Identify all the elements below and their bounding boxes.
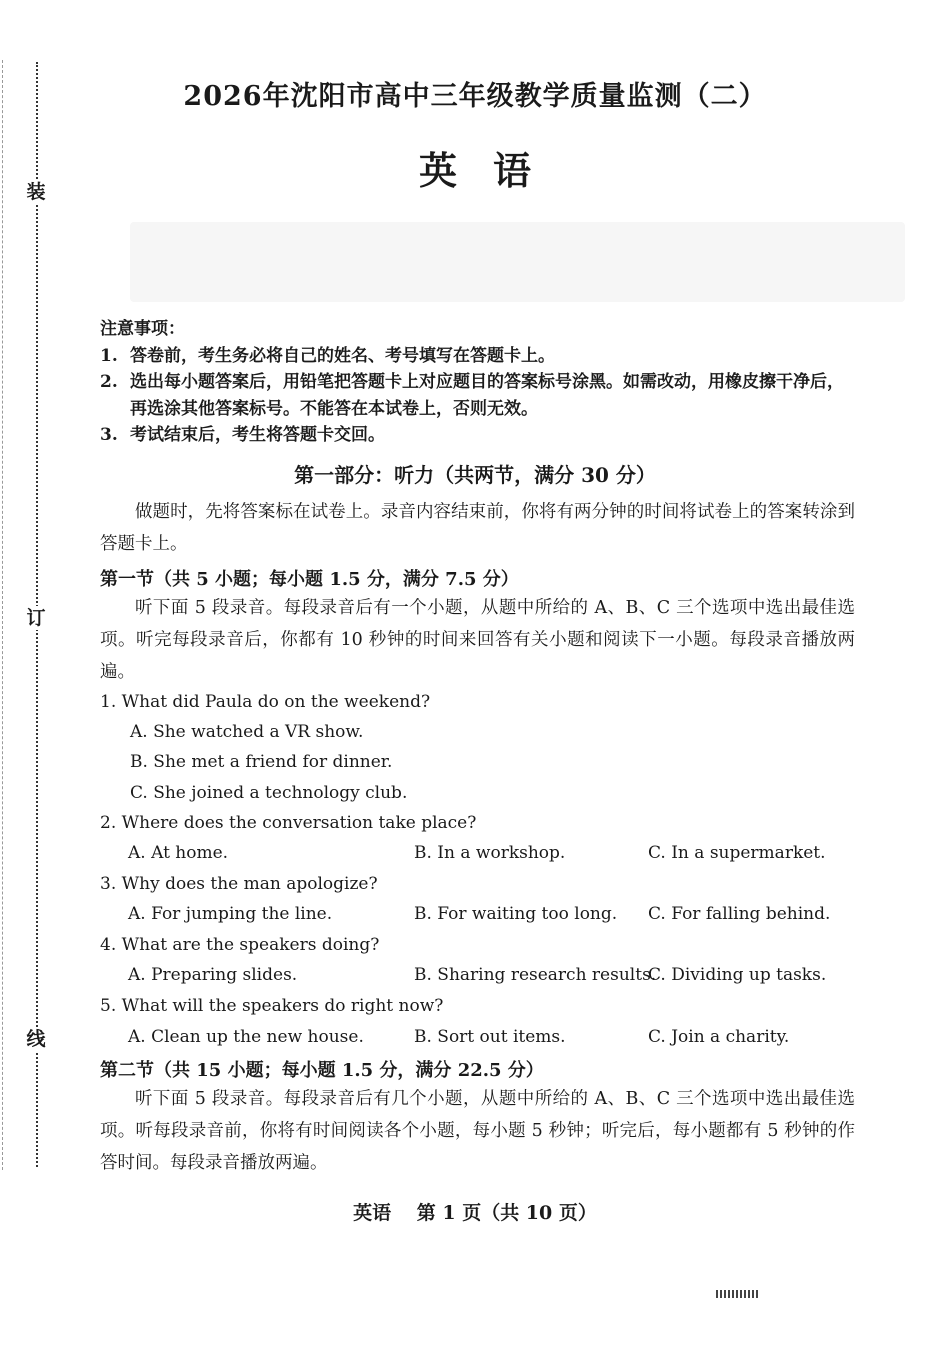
notice-item-text: 考试结束后，考生将答题卡交回。 bbox=[130, 425, 385, 445]
section-one-title: 第一节（共 5 小题；每小题 1.5 分，满分 7.5 分） bbox=[100, 569, 519, 590]
question-number: 4. bbox=[100, 935, 117, 955]
section-one-instructions: 听下面 5 段录音。每段录音后有一个小题，从题中所给的 A、B、C 三个选项中选出最佳选项。听完每段录音后，你都有 10 秒钟的时间来回答有关小题和阅读下一小题。每段录音播放两遍。 bbox=[100, 598, 855, 682]
candidate-info-area bbox=[130, 222, 905, 302]
notice-item bbox=[100, 369, 860, 422]
question-text: What will the speakers do right now? bbox=[121, 996, 444, 1016]
option-b: B. In a workshop. bbox=[414, 843, 566, 863]
option-c: C. For falling behind. bbox=[648, 904, 831, 924]
question-2 bbox=[100, 813, 476, 833]
notice-item bbox=[100, 343, 860, 370]
subject-title: 英语 bbox=[418, 148, 567, 193]
notice-item-text: 答卷前，考生务必将自己的姓名、考号填写在答题卡上。 bbox=[130, 345, 555, 366]
option-b: B. Sort out items. bbox=[414, 1027, 566, 1047]
part-one-intro: 做题时，先将答案标在试卷上。录音内容结束前，你将有两分钟的时间将试卷上的答案转涂到答题卡上。 bbox=[100, 502, 855, 554]
option-c: C. In a supermarket. bbox=[648, 843, 826, 863]
option-b: B. Sharing research results. bbox=[414, 965, 657, 985]
notice-item-number: 1. bbox=[100, 345, 118, 366]
notice-block bbox=[100, 316, 860, 449]
notice-item-number: 2. bbox=[100, 372, 118, 392]
question-number: 2. bbox=[100, 813, 117, 833]
option-b: B. She met a friend for dinner. bbox=[130, 752, 393, 772]
question-number: 5. bbox=[100, 996, 117, 1016]
question-text: What did Paula do on the weekend? bbox=[121, 692, 431, 712]
question-text: Where does the conversation take place? bbox=[121, 813, 477, 833]
section-two-title: 第二节（共 15 小题；每小题 1.5 分，满分 22.5 分） bbox=[100, 1060, 544, 1081]
part-one-title: 第一部分：听力（共两节，满分 30 分） bbox=[294, 463, 656, 487]
qr-code-fragment bbox=[716, 1290, 758, 1298]
notice-heading: 注意事项： bbox=[100, 319, 185, 339]
option-a: A. She watched a VR show. bbox=[130, 722, 364, 742]
question-4 bbox=[100, 935, 379, 955]
binding-char-ding: 订 bbox=[22, 606, 50, 630]
binding-char-xian: 线 bbox=[22, 1027, 50, 1051]
question-text: What are the speakers doing? bbox=[121, 935, 380, 955]
question-1 bbox=[100, 692, 430, 712]
option-a: A. At home. bbox=[128, 843, 229, 863]
option-a: A. Clean up the new house. bbox=[128, 1027, 364, 1047]
exam-title: 2026年沈阳市高中三年级教学质量监测（二） bbox=[183, 81, 767, 112]
question-number: 1. bbox=[100, 692, 117, 712]
page-footer: 英语 第 1 页（共 10 页） bbox=[353, 1202, 597, 1224]
binding-char-zhuang: 装 bbox=[22, 180, 50, 204]
notice-item-text: 选出每小题答案后，用铅笔把答题卡上对应题目的答案标号涂黑。如需改动，用橡皮擦干净后，再选涂其他答案标号。不能答在本试卷上，否则无效。 bbox=[130, 372, 844, 419]
page-edge-dots bbox=[2, 60, 3, 1170]
question-3 bbox=[100, 874, 378, 894]
question-5 bbox=[100, 996, 443, 1016]
notice-item bbox=[100, 422, 860, 449]
notice-item-number: 3. bbox=[100, 425, 118, 445]
option-a: A. For jumping the line. bbox=[128, 904, 333, 924]
option-c: C. Join a charity. bbox=[648, 1027, 790, 1047]
option-b: B. For waiting too long. bbox=[414, 904, 618, 924]
section-two-instructions: 听下面 5 段录音。每段录音后有几个小题，从题中所给的 A、B、C 三个选项中选出最佳选项。听每段录音前，你将有时间阅读各个小题，每小题 5 秒钟；听完后，每小题都有 5 秒钟的作答时间。每段录音播放两遍。 bbox=[100, 1089, 855, 1173]
question-text: Why does the man apologize? bbox=[121, 874, 378, 894]
option-c: C. Dividing up tasks. bbox=[648, 965, 827, 985]
option-a: A. Preparing slides. bbox=[128, 965, 298, 985]
question-number: 3. bbox=[100, 874, 117, 894]
option-c: C. She joined a technology club. bbox=[130, 783, 408, 803]
